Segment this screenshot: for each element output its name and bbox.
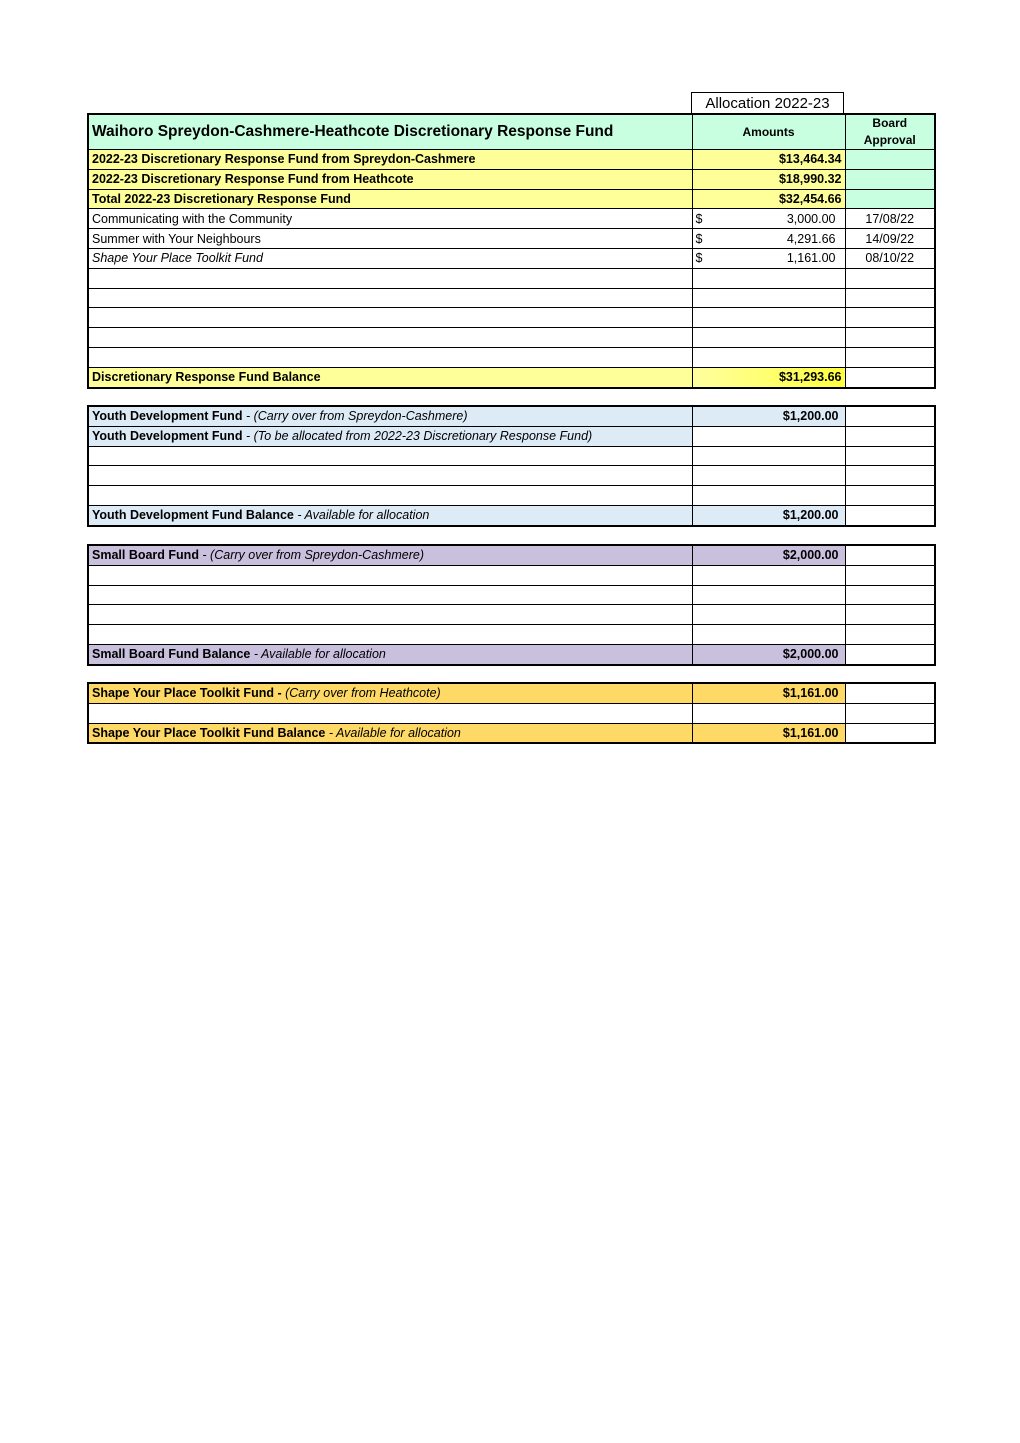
currency-symbol: $ xyxy=(695,231,703,246)
empty-row xyxy=(88,625,935,645)
allocation-amount: 1,161.00 xyxy=(786,251,836,266)
youth-balance-amount: $1,200.00 xyxy=(692,505,845,525)
allocation-amount: 4,291.66 xyxy=(786,231,836,246)
small-balance-note: - Available for allocation xyxy=(250,647,386,662)
currency-symbol: $ xyxy=(695,251,703,266)
youth-table xyxy=(87,405,936,527)
table-row xyxy=(88,248,935,268)
row-label: 2022-23 Discretionary Response Fund from Heathcote xyxy=(88,169,692,189)
table-row xyxy=(88,209,935,229)
row-amount: $18,990.32 xyxy=(692,169,845,189)
youth-amount: $1,200.00 xyxy=(692,406,845,426)
shape-note: (Carry over from Heathcote) xyxy=(285,686,441,701)
empty-row xyxy=(88,605,935,625)
shape-balance-note: - Available for allocation xyxy=(325,725,461,740)
empty-row xyxy=(88,585,935,605)
approval-header: Board Approval xyxy=(845,114,935,150)
table-row xyxy=(88,406,935,426)
table-row xyxy=(88,150,935,170)
shape-balance-amount: $1,161.00 xyxy=(692,723,845,743)
empty-row xyxy=(88,268,935,288)
shape-amount: $1,161.00 xyxy=(692,683,845,703)
balance-row xyxy=(88,367,935,387)
balance-row xyxy=(88,723,935,743)
row-amount: $32,454.66 xyxy=(692,189,845,209)
empty-row xyxy=(88,703,935,723)
allocation-label: Summer with Your Neighbours xyxy=(88,229,692,249)
small-board-table xyxy=(87,544,936,666)
approval-date: 14/09/22 xyxy=(845,229,935,249)
row-amount: $13,464.34 xyxy=(692,150,845,170)
balance-row xyxy=(88,505,935,525)
small-amount: $2,000.00 xyxy=(692,545,845,565)
allocation-label: Communicating with the Community xyxy=(88,209,692,229)
empty-row xyxy=(88,486,935,506)
currency-symbol: $ xyxy=(695,211,703,226)
title-row xyxy=(88,114,935,150)
shape-balance-label: Shape Your Place Toolkit Fund Balance xyxy=(92,725,326,740)
shape-table xyxy=(87,682,936,744)
youth-balance-note: - Available for allocation xyxy=(293,508,430,523)
table-row xyxy=(88,426,935,446)
balance-label: Discretionary Response Fund Balance xyxy=(88,367,692,387)
row-label: 2022-23 Discretionary Response Fund from Spreydon-Cashmere xyxy=(88,150,692,170)
empty-row xyxy=(88,328,935,348)
balance-row xyxy=(88,644,935,664)
youth-note: - (Carry over from Spreydon-Cashmere) xyxy=(242,409,468,424)
youth-note: - (To be allocated from 2022-23 Discretionary Response Fund) xyxy=(242,429,593,444)
small-note: - (Carry over from Spreydon-Cashmere) xyxy=(198,548,425,563)
table-row xyxy=(88,189,935,209)
shape-title: Shape Your Place Toolkit Fund - xyxy=(92,686,286,701)
empty-row xyxy=(88,565,935,585)
fund-title: Waihoro Spreydon-Cashmere-Heathcote Discretionary Response Fund xyxy=(88,114,692,150)
approval-date: 17/08/22 xyxy=(845,209,935,229)
allocation-header: Allocation 2022-23 xyxy=(691,92,844,113)
allocation-amount: 3,000.00 xyxy=(786,211,836,226)
amounts-header: Amounts xyxy=(692,114,845,150)
youth-title: Youth Development Fund xyxy=(92,429,243,444)
row-label: Total 2022-23 Discretionary Response Fund xyxy=(88,189,692,209)
approval-date: 08/10/22 xyxy=(845,248,935,268)
table-row xyxy=(88,545,935,565)
small-balance-label: Small Board Fund Balance xyxy=(92,647,251,662)
allocation-label: Shape Your Place Toolkit Fund xyxy=(88,248,692,268)
empty-row xyxy=(88,308,935,328)
table-row xyxy=(88,169,935,189)
youth-balance-label: Youth Development Fund Balance xyxy=(92,508,294,523)
youth-title: Youth Development Fund xyxy=(92,409,243,424)
empty-row xyxy=(88,288,935,308)
empty-row xyxy=(88,466,935,486)
drf-table xyxy=(87,113,936,389)
empty-row xyxy=(88,446,935,466)
empty-row xyxy=(88,347,935,367)
small-balance-amount: $2,000.00 xyxy=(692,644,845,664)
table-row xyxy=(88,229,935,249)
small-title: Small Board Fund xyxy=(92,548,199,563)
balance-amount: $31,293.66 xyxy=(692,367,845,387)
table-row xyxy=(88,683,935,703)
